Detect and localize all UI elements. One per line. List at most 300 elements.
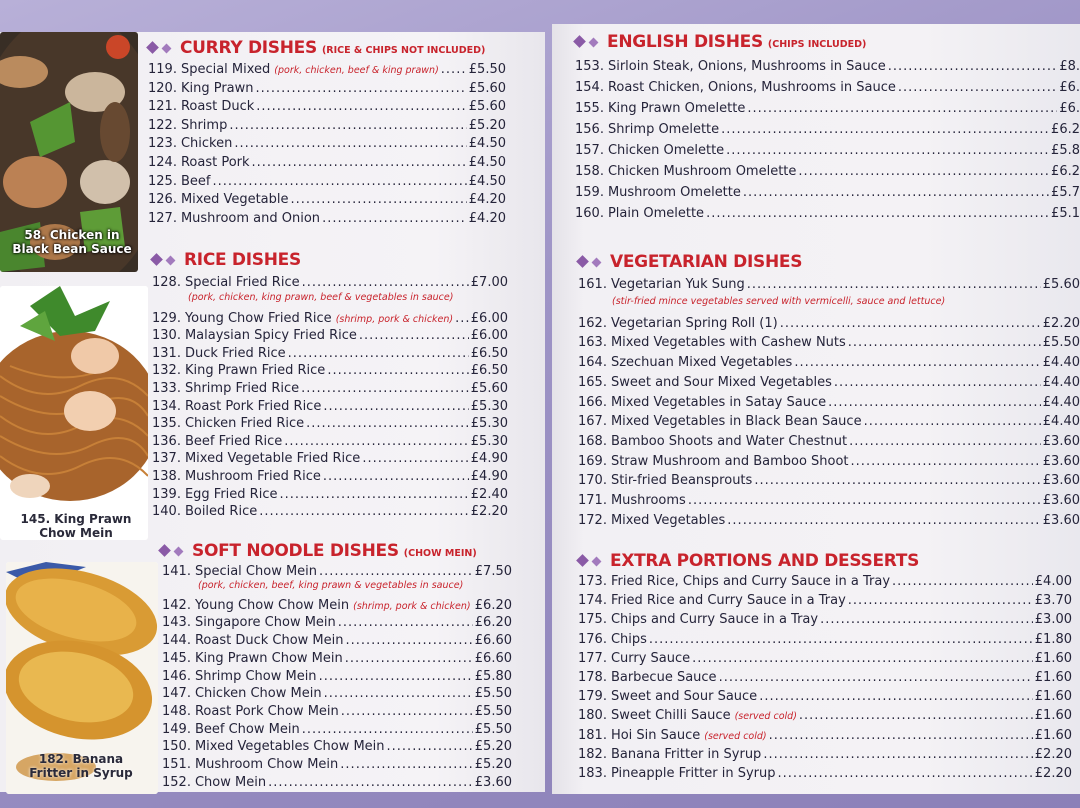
menu-item-row [148, 191, 506, 209]
item-price: £6.2 [1051, 122, 1080, 137]
item-number: 157. [575, 143, 604, 158]
menu-item-row [575, 79, 1080, 97]
item-name: Mushrooms [610, 493, 686, 508]
item-number: 161. [578, 277, 607, 292]
item-number: 152. [162, 774, 191, 790]
item-name: Sweet and Sour Mixed Vegetables [610, 374, 832, 390]
item-number: 173. [578, 574, 607, 589]
item-name: Young Chow Chow Mein [194, 597, 350, 613]
menu-item-row [162, 563, 512, 581]
item-dot-leader [341, 703, 473, 721]
item-name: Roast Pork Fried Rice [184, 398, 322, 414]
item-name: Mixed Vegetable Fried Rice [184, 451, 361, 467]
caption-chicken-black-bean: 58. Chicken in Black Bean Sauce [12, 228, 132, 256]
menu-item-row [575, 58, 1080, 76]
section-name-curry: CURRY DISHES [180, 38, 317, 58]
menu-item-row [162, 668, 512, 686]
item-name: Mushroom Chow Mein [194, 757, 339, 772]
menu-item-row [148, 117, 506, 135]
item-price: £4.20 [468, 192, 506, 208]
item-dot-leader [362, 450, 468, 468]
item-price: £3.60 [1042, 493, 1080, 508]
item-name: Mixed Vegetables Chow Mein [194, 739, 385, 755]
item-price: £5.60 [470, 381, 508, 396]
menu-item-row [578, 354, 1080, 372]
menu-item-row [152, 433, 508, 451]
section-title-curry [148, 38, 485, 58]
item-price: £5.50 [1042, 335, 1080, 351]
item-description: (stir-fried mince vegetables served with vermicelli, sauce and lettuce) [612, 296, 946, 307]
menu-item-row [152, 503, 508, 521]
item-number: 170. [578, 473, 607, 489]
item-dot-leader [340, 756, 472, 774]
item-number: 167. [578, 414, 607, 430]
menu-item-row [152, 362, 508, 380]
item-name: King Prawn Fried Rice [184, 363, 326, 379]
item-price: £3.00 [1034, 612, 1072, 628]
item-price: £4.40 [1042, 414, 1080, 430]
item-name: Bamboo Shoots and Water Chestnut [610, 433, 848, 449]
item-dot-leader [726, 142, 1049, 160]
menu-item-row [162, 703, 512, 721]
menu-item-row [152, 310, 508, 328]
item-dot-leader [892, 573, 1033, 591]
item-number: 130. [152, 328, 181, 344]
menu-item-row [578, 707, 1072, 725]
item-name: Roast Duck [180, 99, 255, 115]
menu-item-row [575, 163, 1080, 181]
item-number: 120. [148, 80, 177, 96]
item-number: 126. [148, 192, 177, 208]
item-number: 147. [162, 686, 191, 702]
menu-item-row [162, 685, 512, 703]
item-number: 160. [575, 206, 604, 221]
menu-item-row [575, 184, 1080, 202]
menu-item-row [148, 80, 506, 98]
item-name: Mixed Vegetables in Satay Sauce [610, 394, 827, 410]
menu-item-row [578, 394, 1080, 412]
item-description: (pork, chicken, king prawn, beef & vegetables in sauce) [188, 292, 454, 303]
item-price: £1.60 [1034, 708, 1072, 724]
item-number: 140. [152, 504, 181, 520]
item-dot-leader [338, 614, 473, 632]
item-name: Special Chow Mein [194, 564, 318, 579]
item-number: 125. [148, 173, 177, 189]
title-diamond-icon [150, 253, 163, 266]
item-dot-leader [455, 310, 469, 328]
item-price: £5.1 [1051, 206, 1080, 221]
item-number: 142. [162, 597, 191, 613]
item-number: 156. [575, 122, 604, 137]
item-price: £5.30 [470, 416, 508, 432]
menu-item-row [148, 135, 506, 153]
item-number: 181. [578, 727, 607, 743]
item-price: £4.00 [1034, 574, 1072, 589]
title-diamond-icon [158, 544, 171, 557]
item-number: 174. [578, 593, 607, 609]
menu-item-row [148, 210, 506, 228]
menu-item-row [578, 592, 1072, 610]
item-name: Sirloin Steak, Onions, Mushrooms in Sauce [607, 59, 886, 74]
item-name: Fried Rice and Curry Sauce in a Tray [610, 593, 846, 609]
item-number: 166. [578, 394, 607, 410]
item-name: Straw Mushroom and Bamboo Shoot [610, 453, 849, 469]
item-price: £5.20 [468, 117, 506, 133]
menu-item-row [162, 721, 512, 739]
item-name: Singapore Chow Mein [194, 615, 336, 631]
item-note: (shrimp, pork & chicken) [335, 313, 454, 325]
item-price: £4.20 [468, 210, 506, 226]
item-dot-leader [721, 121, 1049, 139]
menu-item-row [575, 142, 1080, 160]
item-price: £3.60 [1042, 433, 1080, 449]
item-name: Vegetarian Yuk Sung [610, 277, 745, 292]
item-name: Egg Fried Rice [184, 486, 278, 502]
section-title-extra [578, 551, 919, 571]
item-dot-leader [252, 154, 467, 172]
item-number: 135. [152, 416, 181, 432]
item-name: Chips and Curry Sauce in a Tray [610, 612, 819, 628]
item-price: £7.50 [474, 564, 512, 579]
item-price: £6.00 [470, 310, 508, 326]
item-dot-leader [747, 100, 1057, 118]
item-price: £5.30 [470, 433, 508, 449]
item-description: (pork, chicken, beef, king prawn & vegetables in sauce) [198, 580, 464, 591]
item-dot-leader [256, 80, 467, 98]
section-note-curry: (RICE & CHIPS NOT INCLUDED) [321, 45, 486, 56]
item-dot-leader [719, 669, 1033, 687]
item-name: Chow Mein [194, 774, 267, 790]
item-dot-leader [229, 117, 466, 135]
item-name: Special Fried Rice [184, 275, 300, 290]
item-dot-leader [898, 79, 1057, 97]
title-diamond-icon [589, 38, 599, 48]
item-price: £2.20 [470, 504, 508, 520]
item-number: 137. [152, 451, 181, 467]
item-number: 134. [152, 398, 181, 414]
item-name: King Prawn Chow Mein [194, 650, 343, 666]
item-number: 176. [578, 631, 607, 647]
menu-item-row [148, 154, 506, 172]
item-name: Chicken Omelette [607, 143, 725, 158]
menu-item-row [578, 669, 1072, 687]
item-dot-leader [849, 433, 1041, 451]
item-number: 133. [152, 381, 181, 396]
menu-item-row [578, 746, 1072, 764]
item-price: £4.40 [1042, 394, 1080, 410]
menu-item-row [578, 315, 1080, 333]
item-dot-leader [268, 774, 473, 792]
item-dot-leader [727, 512, 1040, 530]
item-note: (shrimp, pork & chicken) [353, 600, 471, 612]
item-number: 158. [575, 164, 604, 179]
item-price: £1.60 [1034, 689, 1072, 705]
menu-item-row [578, 727, 1072, 745]
item-price: £5.60 [468, 99, 506, 115]
menu-item-row [152, 345, 508, 363]
title-diamond-icon [166, 256, 176, 266]
item-price: £3.60 [1042, 453, 1080, 469]
item-dot-leader [834, 374, 1041, 392]
item-price: £4.90 [470, 451, 508, 467]
item-number: 119. [148, 62, 177, 77]
king-prawn-chow-mein-photo [0, 286, 148, 540]
item-number: 171. [578, 493, 607, 508]
menu-item-row [575, 121, 1080, 139]
item-dot-leader [302, 274, 469, 292]
menu-item-row [578, 650, 1072, 668]
item-name: Mixed Vegetables in Black Bean Sauce [610, 414, 862, 430]
item-name: Shrimp Omelette [607, 122, 720, 137]
menu-item-row [148, 98, 506, 116]
item-number: 153. [575, 59, 604, 74]
item-price: £6.60 [474, 633, 512, 649]
item-name: Boiled Rice [184, 504, 258, 520]
item-name: Chicken [180, 136, 233, 152]
menu-item-row [578, 433, 1080, 451]
item-dot-leader [851, 453, 1041, 471]
item-dot-leader [888, 58, 1058, 76]
title-diamond-icon [162, 44, 172, 54]
item-price: £5.60 [1042, 277, 1080, 292]
item-number: 154. [575, 80, 604, 95]
item-price: £2.20 [1034, 766, 1072, 781]
item-number: 151. [162, 757, 191, 772]
item-dot-leader [820, 611, 1033, 629]
item-number: 175. [578, 612, 607, 628]
item-price: £6. [1059, 80, 1080, 95]
item-dot-leader [256, 98, 467, 116]
section-name-veg: VEGETARIAN DISHES [610, 252, 803, 272]
menu-item-row [152, 274, 508, 292]
item-name: Mushroom Fried Rice [184, 469, 321, 484]
item-price: £3.60 [1042, 512, 1080, 528]
item-name: Roast Pork Chow Mein [194, 703, 339, 719]
item-dot-leader [345, 632, 472, 650]
item-name: Hoi Sin Sauce [610, 727, 701, 743]
item-dot-leader [848, 334, 1041, 352]
item-price: £1.60 [1034, 727, 1072, 743]
menu-item-row [162, 632, 512, 650]
item-note: (served cold) [704, 730, 767, 742]
item-dot-leader [212, 173, 466, 191]
item-number: 139. [152, 486, 181, 502]
item-price: £5.8 [1051, 143, 1080, 158]
item-number: 168. [578, 433, 607, 449]
item-dot-leader [387, 738, 473, 756]
item-name: Mixed Vegetables with Cashew Nuts [610, 335, 846, 351]
title-diamond-icon [592, 258, 602, 268]
item-price: £5.30 [470, 398, 508, 414]
item-name: Mushroom and Onion [180, 210, 321, 226]
item-price: £6.60 [474, 650, 512, 666]
item-name: Pineapple Fritter in Syrup [610, 766, 776, 781]
item-price: £5.50 [474, 703, 512, 719]
item-dot-leader [327, 362, 468, 380]
menu-item-row [152, 486, 508, 504]
section-title-veg [578, 252, 802, 272]
item-price: £5.20 [474, 739, 512, 755]
menu-item-row [578, 631, 1072, 649]
section-name-rice: RICE DISHES [184, 250, 301, 270]
item-dot-leader [848, 592, 1033, 610]
menu-item-row [152, 468, 508, 486]
item-price: £6.2 [1051, 164, 1080, 179]
item-number: 136. [152, 433, 181, 449]
item-dot-leader [780, 315, 1041, 333]
title-diamond-icon [573, 35, 586, 48]
item-number: 124. [148, 155, 177, 170]
item-dot-leader [279, 486, 468, 504]
item-dot-leader [234, 135, 466, 153]
item-dot-leader [324, 685, 473, 703]
title-diamond-icon [592, 557, 602, 567]
menu-item-row [578, 453, 1080, 471]
item-dot-leader [259, 503, 469, 521]
menu-item-row [152, 327, 508, 345]
item-number: 121. [148, 99, 177, 115]
menu-item-row [162, 597, 512, 615]
item-price: £5.80 [474, 668, 512, 684]
item-number: 163. [578, 335, 607, 351]
item-price: £2.20 [1034, 746, 1072, 762]
item-number: 143. [162, 615, 191, 631]
item-name: Roast Pork [180, 155, 250, 170]
item-dot-leader [754, 472, 1040, 490]
item-note: (served cold) [734, 711, 797, 723]
item-number: 146. [162, 668, 191, 684]
section-name-noodle: SOFT NOODLE DISHES [192, 541, 399, 561]
menu-item-row [578, 765, 1072, 783]
item-number: 162. [578, 315, 607, 331]
item-price: £5.50 [474, 686, 512, 702]
item-number: 132. [152, 363, 181, 379]
menu-item-row [578, 413, 1080, 431]
item-price: £5.7 [1051, 185, 1080, 200]
item-dot-leader [828, 394, 1041, 412]
item-price: £6.50 [470, 345, 508, 361]
item-name: Stir-fried Beansprouts [610, 473, 753, 489]
item-number: 138. [152, 469, 181, 484]
menu-item-row [578, 611, 1072, 629]
menu-item-row [152, 380, 508, 398]
item-number: 128. [152, 275, 181, 290]
item-name: Vegetarian Spring Roll (1) [610, 315, 778, 331]
item-price: £1.60 [1034, 670, 1072, 685]
item-dot-leader [692, 650, 1033, 668]
item-price: £4.50 [468, 136, 506, 152]
item-name: Mixed Vegetable [180, 192, 289, 208]
item-name: Banana Fritter in Syrup [610, 746, 762, 762]
menu-item-row [575, 100, 1080, 118]
menu-item-row [578, 688, 1072, 706]
item-number: 183. [578, 766, 607, 781]
item-number: 182. [578, 746, 607, 762]
title-diamond-icon [576, 255, 589, 268]
item-dot-leader [319, 668, 473, 686]
menu-item-row [152, 450, 508, 468]
item-number: 179. [578, 689, 607, 705]
item-name: Shrimp [180, 117, 228, 133]
item-price: £4.40 [1042, 374, 1080, 390]
item-number: 165. [578, 374, 607, 390]
item-dot-leader [743, 184, 1049, 202]
item-dot-leader [778, 765, 1033, 783]
menu-item-row [578, 472, 1080, 490]
menu-item-row [575, 205, 1080, 223]
item-number: 159. [575, 185, 604, 200]
item-dot-leader [323, 468, 469, 486]
menu-item-row [162, 650, 512, 668]
item-number: 127. [148, 210, 177, 226]
item-number: 129. [152, 310, 181, 326]
item-price: £6.00 [470, 328, 508, 344]
item-dot-leader [288, 345, 469, 363]
item-name: Beef [180, 173, 211, 189]
item-name: Mushroom Omelette [607, 185, 741, 200]
item-note: (pork, chicken, beef & king prawn) [274, 65, 439, 76]
menu-item-row [148, 61, 506, 79]
menu-item-row [162, 614, 512, 632]
item-dot-leader [649, 631, 1033, 649]
title-diamond-icon [174, 547, 184, 557]
item-name: Barbecue Sauce [610, 670, 717, 685]
item-name: Mixed Vegetables [610, 512, 726, 528]
menu-item-row [578, 512, 1080, 530]
item-name: Young Chow Fried Rice [184, 310, 332, 326]
item-price: £2.40 [470, 486, 508, 502]
menu-item-row [162, 756, 512, 774]
section-name-extra: EXTRA PORTIONS AND DESSERTS [610, 551, 920, 571]
item-number: 149. [162, 721, 191, 737]
item-number: 145. [162, 650, 191, 666]
menu-item-row [162, 738, 512, 756]
item-price: £1.60 [1034, 650, 1072, 666]
section-note-english: (CHIPS INCLUDED) [767, 39, 867, 50]
item-name: Shrimp Chow Mein [194, 668, 317, 684]
item-number: 141. [162, 564, 191, 579]
item-price: £4.40 [1042, 355, 1080, 371]
item-name: Shrimp Fried Rice [184, 381, 300, 396]
item-number: 148. [162, 703, 191, 719]
item-price: £5.50 [474, 721, 512, 737]
title-diamond-icon [576, 554, 589, 567]
item-name: Roast Duck Chow Mein [194, 633, 344, 649]
item-name: Sweet Chilli Sauce [610, 708, 731, 724]
menu-item-row [162, 774, 512, 792]
title-diamond-icon [146, 41, 159, 54]
item-price: £2.20 [1042, 315, 1080, 331]
section-note-noodle: (CHOW MEIN) [403, 548, 477, 559]
caption-banana-fritter: 182. Banana Fritter in Syrup [29, 752, 133, 780]
section-title-noodle [160, 541, 477, 561]
item-dot-leader [759, 688, 1033, 706]
item-name: Chicken Fried Rice [184, 416, 305, 432]
item-dot-leader [763, 746, 1032, 764]
caption-king-prawn-chow-mein: 145. King Prawn Chow Mein [20, 512, 132, 540]
item-price: £4.50 [468, 173, 506, 189]
item-number: 131. [152, 345, 181, 361]
item-dot-leader [301, 380, 469, 398]
item-dot-leader [794, 354, 1040, 372]
item-number: 177. [578, 650, 607, 666]
section-title-rice [152, 250, 301, 270]
menu-item-row [578, 573, 1072, 591]
item-dot-leader [284, 433, 469, 451]
item-dot-leader [291, 191, 467, 209]
item-name: Roast Chicken, Onions, Mushrooms in Sauce [607, 80, 896, 95]
section-name-english: ENGLISH DISHES [607, 32, 763, 52]
